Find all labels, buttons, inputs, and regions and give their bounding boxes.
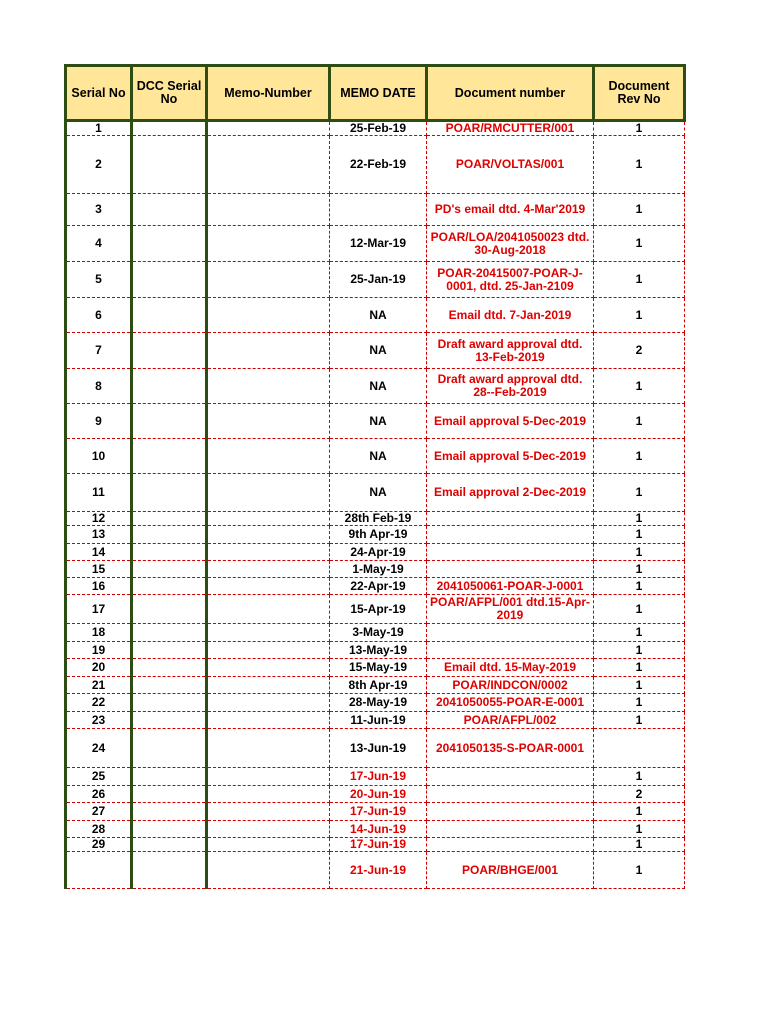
document-rev-cell: 1 bbox=[594, 262, 685, 298]
memo-date-cell: 20-Jun-19 bbox=[330, 786, 427, 803]
dcc-serial-cell bbox=[132, 578, 207, 595]
document-number-cell bbox=[427, 642, 594, 659]
document-rev-cell bbox=[594, 729, 685, 768]
memo-date-cell: 24-Apr-19 bbox=[330, 544, 427, 561]
header-memo-date: MEMO DATE bbox=[330, 66, 427, 121]
dcc-serial-cell bbox=[132, 803, 207, 821]
document-rev-cell: 1 bbox=[594, 439, 685, 474]
table-row bbox=[66, 474, 685, 512]
document-number-cell: PD's email dtd. 4-Mar'2019 bbox=[427, 194, 594, 226]
serial-cell: 12 bbox=[66, 512, 132, 526]
dcc-serial-cell bbox=[132, 768, 207, 786]
document-number-cell: Email approval 5-Dec-2019 bbox=[427, 439, 594, 474]
header-serial-no: Serial No bbox=[66, 66, 132, 121]
table-row bbox=[66, 298, 685, 333]
table-row bbox=[66, 526, 685, 544]
serial-cell: 26 bbox=[66, 786, 132, 803]
table-row bbox=[66, 659, 685, 677]
document-number-cell bbox=[427, 838, 594, 852]
table-row bbox=[66, 512, 685, 526]
dcc-serial-cell bbox=[132, 298, 207, 333]
table-row bbox=[66, 838, 685, 852]
document-rev-cell: 1 bbox=[594, 121, 685, 136]
table-row bbox=[66, 852, 685, 889]
document-rev-cell: 1 bbox=[594, 136, 685, 194]
serial-cell: 23 bbox=[66, 712, 132, 729]
document-rev-cell: 1 bbox=[594, 298, 685, 333]
document-rev-cell: 1 bbox=[594, 544, 685, 561]
table-row bbox=[66, 786, 685, 803]
memo-number-cell bbox=[207, 333, 330, 369]
dcc-serial-cell bbox=[132, 262, 207, 298]
serial-cell: 7 bbox=[66, 333, 132, 369]
document-rev-cell: 1 bbox=[594, 838, 685, 852]
memo-date-cell: 22-Feb-19 bbox=[330, 136, 427, 194]
table-row bbox=[66, 821, 685, 838]
memo-date-cell: NA bbox=[330, 439, 427, 474]
document-number-cell: Draft award approval dtd. 13-Feb-2019 bbox=[427, 333, 594, 369]
memo-date-cell: NA bbox=[330, 369, 427, 404]
memo-number-cell bbox=[207, 677, 330, 694]
header-dcc-serial-no: DCC Serial No bbox=[132, 66, 207, 121]
document-number-cell: POAR-20415007-POAR-J-0001, dtd. 25-Jan-2109 bbox=[427, 262, 594, 298]
document-rev-cell: 1 bbox=[594, 526, 685, 544]
table-row bbox=[66, 226, 685, 262]
table-row bbox=[66, 544, 685, 561]
memo-date-cell: 17-Jun-19 bbox=[330, 838, 427, 852]
table-row bbox=[66, 262, 685, 298]
serial-cell: 3 bbox=[66, 194, 132, 226]
serial-cell: 2 bbox=[66, 136, 132, 194]
table-row bbox=[66, 624, 685, 642]
document-rev-cell: 1 bbox=[594, 474, 685, 512]
table-row bbox=[66, 677, 685, 694]
serial-cell: 1 bbox=[66, 121, 132, 136]
dcc-serial-cell bbox=[132, 474, 207, 512]
document-number-cell: POAR/AFPL/002 bbox=[427, 712, 594, 729]
dcc-serial-cell bbox=[132, 404, 207, 439]
document-number-cell: POAR/AFPL/001 dtd.15-Apr-2019 bbox=[427, 595, 594, 624]
document-number-cell bbox=[427, 786, 594, 803]
document-rev-cell: 1 bbox=[594, 561, 685, 578]
header-row bbox=[66, 66, 685, 121]
serial-cell: 15 bbox=[66, 561, 132, 578]
serial-cell: 29 bbox=[66, 838, 132, 852]
memo-number-cell bbox=[207, 786, 330, 803]
table-row bbox=[66, 333, 685, 369]
memo-number-cell bbox=[207, 136, 330, 194]
document-number-cell: 2041050061-POAR-J-0001 bbox=[427, 578, 594, 595]
memo-number-cell bbox=[207, 642, 330, 659]
document-rev-cell: 1 bbox=[594, 404, 685, 439]
document-rev-cell: 1 bbox=[594, 694, 685, 712]
memo-date-cell: 22-Apr-19 bbox=[330, 578, 427, 595]
table-row bbox=[66, 694, 685, 712]
table-row bbox=[66, 121, 685, 136]
serial-cell: 20 bbox=[66, 659, 132, 677]
document-number-cell bbox=[427, 512, 594, 526]
memo-number-cell bbox=[207, 659, 330, 677]
memo-number-cell bbox=[207, 768, 330, 786]
memo-date-cell: NA bbox=[330, 298, 427, 333]
dcc-serial-cell bbox=[132, 526, 207, 544]
header-memo-number: Memo-Number bbox=[207, 66, 330, 121]
memo-number-cell bbox=[207, 404, 330, 439]
document-rev-cell: 1 bbox=[594, 803, 685, 821]
serial-cell: 11 bbox=[66, 474, 132, 512]
dcc-serial-cell bbox=[132, 439, 207, 474]
table-row bbox=[66, 439, 685, 474]
memo-date-cell: 28-May-19 bbox=[330, 694, 427, 712]
memo-date-cell: 21-Jun-19 bbox=[330, 852, 427, 889]
serial-cell: 21 bbox=[66, 677, 132, 694]
serial-cell: 9 bbox=[66, 404, 132, 439]
dcc-serial-cell bbox=[132, 729, 207, 768]
table-row bbox=[66, 404, 685, 439]
document-rev-cell: 1 bbox=[594, 642, 685, 659]
serial-cell: 17 bbox=[66, 595, 132, 624]
table-row bbox=[66, 642, 685, 659]
document-number-cell: Email approval 5-Dec-2019 bbox=[427, 404, 594, 439]
memo-date-cell: 25-Feb-19 bbox=[330, 121, 427, 136]
memo-date-cell bbox=[330, 194, 427, 226]
document-rev-cell: 1 bbox=[594, 712, 685, 729]
document-number-cell: POAR/RMCUTTER/001 bbox=[427, 121, 594, 136]
document-rev-cell: 1 bbox=[594, 595, 685, 624]
document-number-cell bbox=[427, 526, 594, 544]
memo-number-cell bbox=[207, 712, 330, 729]
dcc-serial-cell bbox=[132, 694, 207, 712]
memo-date-cell: NA bbox=[330, 404, 427, 439]
document-number-cell bbox=[427, 544, 594, 561]
serial-cell: 25 bbox=[66, 768, 132, 786]
memo-number-cell bbox=[207, 226, 330, 262]
serial-cell: 22 bbox=[66, 694, 132, 712]
memo-number-cell bbox=[207, 729, 330, 768]
dcc-serial-cell bbox=[132, 677, 207, 694]
dcc-serial-cell bbox=[132, 333, 207, 369]
memo-number-cell bbox=[207, 512, 330, 526]
document-number-cell: POAR/VOLTAS/001 bbox=[427, 136, 594, 194]
table-row bbox=[66, 729, 685, 768]
serial-cell: 24 bbox=[66, 729, 132, 768]
memo-date-cell: 15-Apr-19 bbox=[330, 595, 427, 624]
memo-number-cell bbox=[207, 578, 330, 595]
table-row bbox=[66, 194, 685, 226]
document-rev-cell: 1 bbox=[594, 194, 685, 226]
document-rev-cell: 2 bbox=[594, 333, 685, 369]
memo-date-cell: 17-Jun-19 bbox=[330, 803, 427, 821]
table-row bbox=[66, 561, 685, 578]
memo-date-cell: 3-May-19 bbox=[330, 624, 427, 642]
memo-number-cell bbox=[207, 262, 330, 298]
memo-date-cell: NA bbox=[330, 333, 427, 369]
document-rev-cell: 1 bbox=[594, 852, 685, 889]
serial-cell: 10 bbox=[66, 439, 132, 474]
serial-cell: 16 bbox=[66, 578, 132, 595]
memo-date-cell: 13-May-19 bbox=[330, 642, 427, 659]
memo-number-cell bbox=[207, 561, 330, 578]
serial-cell bbox=[66, 852, 132, 889]
document-number-cell: Email dtd. 7-Jan-2019 bbox=[427, 298, 594, 333]
dcc-serial-cell bbox=[132, 659, 207, 677]
dcc-serial-cell bbox=[132, 786, 207, 803]
serial-cell: 28 bbox=[66, 821, 132, 838]
memo-date-cell: 15-May-19 bbox=[330, 659, 427, 677]
document-rev-cell: 1 bbox=[594, 512, 685, 526]
memo-number-cell bbox=[207, 838, 330, 852]
document-number-cell: POAR/LOA/2041050023 dtd. 30-Aug-2018 bbox=[427, 226, 594, 262]
memo-date-cell: 28th Feb-19 bbox=[330, 512, 427, 526]
document-number-cell: Email approval 2-Dec-2019 bbox=[427, 474, 594, 512]
serial-cell: 19 bbox=[66, 642, 132, 659]
document-number-cell: Draft award approval dtd. 28--Feb-2019 bbox=[427, 369, 594, 404]
memo-register-table bbox=[64, 64, 686, 889]
serial-cell: 5 bbox=[66, 262, 132, 298]
dcc-serial-cell bbox=[132, 512, 207, 526]
serial-cell: 4 bbox=[66, 226, 132, 262]
memo-date-cell: 25-Jan-19 bbox=[330, 262, 427, 298]
memo-date-cell: 8th Apr-19 bbox=[330, 677, 427, 694]
memo-number-cell bbox=[207, 624, 330, 642]
memo-date-cell: 13-Jun-19 bbox=[330, 729, 427, 768]
dcc-serial-cell bbox=[132, 642, 207, 659]
table-row bbox=[66, 803, 685, 821]
document-number-cell: 2041050055-POAR-E-0001 bbox=[427, 694, 594, 712]
document-number-cell: Email dtd. 15-May-2019 bbox=[427, 659, 594, 677]
document-rev-cell: 1 bbox=[594, 226, 685, 262]
dcc-serial-cell bbox=[132, 852, 207, 889]
memo-number-cell bbox=[207, 369, 330, 404]
table-row bbox=[66, 369, 685, 404]
memo-number-cell bbox=[207, 694, 330, 712]
memo-date-cell: NA bbox=[330, 474, 427, 512]
dcc-serial-cell bbox=[132, 821, 207, 838]
memo-number-cell bbox=[207, 474, 330, 512]
serial-cell: 27 bbox=[66, 803, 132, 821]
dcc-serial-cell bbox=[132, 136, 207, 194]
document-number-cell bbox=[427, 624, 594, 642]
serial-cell: 18 bbox=[66, 624, 132, 642]
document-number-cell bbox=[427, 821, 594, 838]
memo-date-cell: 17-Jun-19 bbox=[330, 768, 427, 786]
dcc-serial-cell bbox=[132, 624, 207, 642]
dcc-serial-cell bbox=[132, 712, 207, 729]
serial-cell: 6 bbox=[66, 298, 132, 333]
dcc-serial-cell bbox=[132, 121, 207, 136]
memo-number-cell bbox=[207, 439, 330, 474]
memo-number-cell bbox=[207, 526, 330, 544]
document-number-cell bbox=[427, 768, 594, 786]
document-rev-cell: 1 bbox=[594, 369, 685, 404]
document-rev-cell: 1 bbox=[594, 768, 685, 786]
table-row bbox=[66, 578, 685, 595]
document-rev-cell: 1 bbox=[594, 821, 685, 838]
table-row bbox=[66, 768, 685, 786]
memo-date-cell: 12-Mar-19 bbox=[330, 226, 427, 262]
serial-cell: 8 bbox=[66, 369, 132, 404]
header-document-rev-no: Document Rev No bbox=[594, 66, 685, 121]
serial-cell: 13 bbox=[66, 526, 132, 544]
dcc-serial-cell bbox=[132, 544, 207, 561]
document-rev-cell: 1 bbox=[594, 659, 685, 677]
dcc-serial-cell bbox=[132, 595, 207, 624]
document-rev-cell: 1 bbox=[594, 624, 685, 642]
document-rev-cell: 1 bbox=[594, 677, 685, 694]
memo-number-cell bbox=[207, 852, 330, 889]
table-row bbox=[66, 136, 685, 194]
memo-date-cell: 9th Apr-19 bbox=[330, 526, 427, 544]
dcc-serial-cell bbox=[132, 226, 207, 262]
document-rev-cell: 1 bbox=[594, 578, 685, 595]
dcc-serial-cell bbox=[132, 369, 207, 404]
memo-number-cell bbox=[207, 595, 330, 624]
dcc-serial-cell bbox=[132, 561, 207, 578]
document-number-cell bbox=[427, 803, 594, 821]
table-row bbox=[66, 712, 685, 729]
memo-date-cell: 1-May-19 bbox=[330, 561, 427, 578]
header-document-number: Document number bbox=[427, 66, 594, 121]
table-body bbox=[66, 121, 685, 889]
document-number-cell: 2041050135-S-POAR-0001 bbox=[427, 729, 594, 768]
document-number-cell bbox=[427, 561, 594, 578]
document-rev-cell: 2 bbox=[594, 786, 685, 803]
memo-date-cell: 14-Jun-19 bbox=[330, 821, 427, 838]
memo-date-cell: 11-Jun-19 bbox=[330, 712, 427, 729]
memo-number-cell bbox=[207, 821, 330, 838]
memo-number-cell bbox=[207, 544, 330, 561]
document-number-cell: POAR/INDCON/0002 bbox=[427, 677, 594, 694]
dcc-serial-cell bbox=[132, 838, 207, 852]
memo-number-cell bbox=[207, 803, 330, 821]
table-row bbox=[66, 595, 685, 624]
serial-cell: 14 bbox=[66, 544, 132, 561]
dcc-serial-cell bbox=[132, 194, 207, 226]
document-number-cell: POAR/BHGE/001 bbox=[427, 852, 594, 889]
memo-number-cell bbox=[207, 194, 330, 226]
memo-number-cell bbox=[207, 121, 330, 136]
memo-number-cell bbox=[207, 298, 330, 333]
